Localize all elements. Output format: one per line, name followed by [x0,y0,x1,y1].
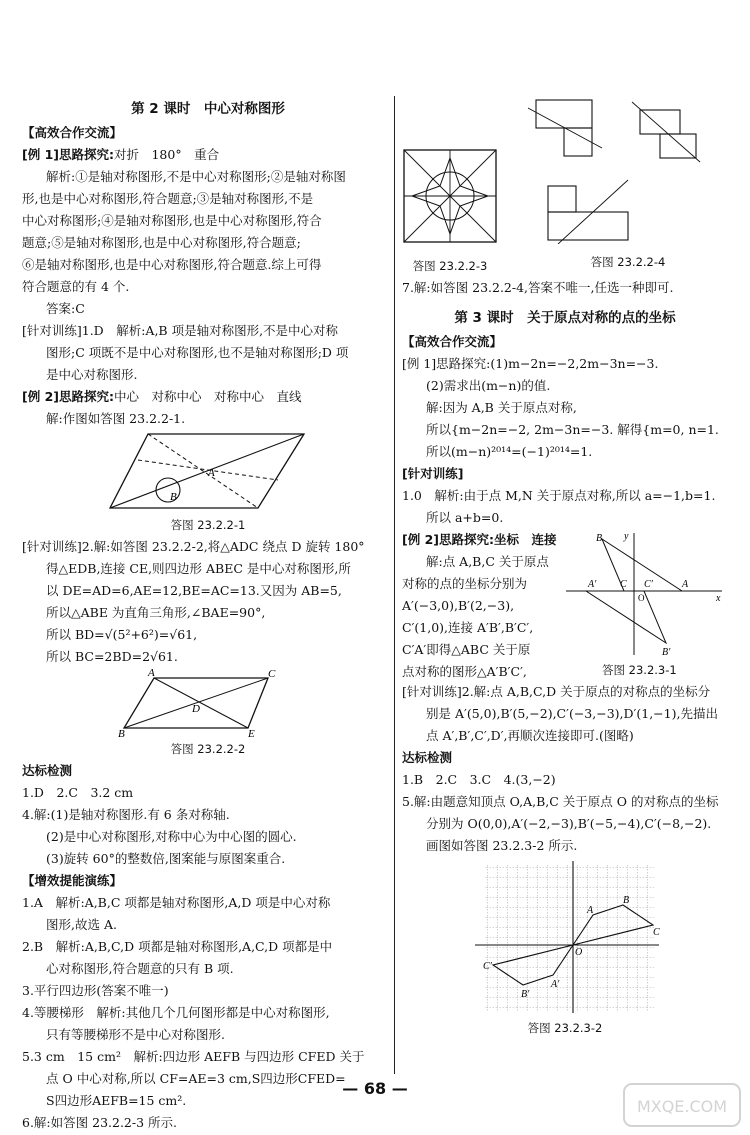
drill2-line: 所以△ABE 为直角三角形,∠BAE=90°, [46,605,266,620]
drill2-line: [针对训练]2.解:如答图 23.2.2-2,将△ADC 绕点 D 旋转 180° [22,539,365,554]
example-1-head: [例 1]思路探究: [22,147,114,162]
svg-text:A: A [587,905,594,916]
exercise-6: 6.解:如答图 23.2.2-3 所示. [22,1115,177,1130]
ex2-line: 对称的点的坐标分别为 [402,576,528,591]
figure-caption: 答图 23.2.3-2 [527,1021,603,1035]
test-5: 分别为 O(0,0),A′(−2,−3),B′(−5,−4),C′(−8,−2). [426,816,712,831]
drill2-line: 所以 BC=2BD=2√61. [46,649,178,664]
drill-1: 1.0 解析:由于点 M,N 关于原点对称,所以 a=−1,b=1. [402,488,716,503]
svg-text:D: D [192,703,200,715]
figure-23-2-2-3 [402,148,498,248]
svg-text:E: E [248,728,255,738]
svg-text:C: C [620,579,627,590]
svg-text:x: x [716,593,721,604]
ex1-line: 所以(m−n)²⁰¹⁴=(−1)²⁰¹⁴=1. [426,444,593,459]
page-number: — 68 — [342,1079,408,1098]
svg-text:O: O [575,947,583,958]
drill1-line: 图形;C 项既不是中心对称图形,也不是轴对称图形;D 项 [46,345,349,360]
svg-text:C′: C′ [644,579,653,590]
example-2-text: 中心 对称中心 对称中心 直线 [113,389,302,404]
svg-text:A′: A′ [588,579,597,590]
exercise-3: 3.平行四边形(答案不唯一) [22,983,169,998]
ex1-line: 符合题意的有 4 个. [22,279,130,294]
svg-text:B′: B′ [521,989,530,1000]
drill-2: 别是 A′(5,0),B′(5,−2),C′(−3,−3),D′(1,−1),先描出 [426,706,718,721]
ex1-line: 解析:①是轴对称图形,不是中心对称图形;②是轴对称图 [46,169,346,184]
ex1-line: 中心对称图形;④是轴对称图形,也是中心对称图形,符合 [22,213,322,228]
drill-2: 点 A′,B′,C′,D′,再顺次连接即可.(图略) [426,728,634,743]
drill1-line: [针对训练]1.D 解析:A,B 项是轴对称图形,不是中心对称 [22,323,339,338]
ex1-line: ⑥是轴对称图形,也是中心对称图形,符合题意.综上可得 [22,257,322,272]
svg-text:B: B [623,895,630,906]
ex1-answer: 答案:C [46,301,85,316]
section-heading: 【增效提能演练】 [22,873,123,888]
ex2-line: 点对称的图形△A′B′C′, [402,664,527,679]
svg-text:C: C [653,927,660,938]
figure-23-2-2-2 [118,668,298,738]
ex1-line: 所以{m−2n=−2, 2m−3n=−3. 解得{m=0, n=1. [426,422,719,437]
exercise-1: 1.A 解析:A,B,C 项都是轴对称图形,A,D 项是中心对称 [22,895,331,910]
test-answers: 1.B 2.C 3.C 4.(3,−2) [402,772,556,787]
ex1-line: 题意;⑤是轴对称图形,也是中心对称图形,符合题意; [22,235,301,250]
example-2-head: [例 2]思路探究: [22,389,114,404]
figure-23-2-2-1 [108,430,308,514]
right-answer-7: 7.解:如答图 23.2.2-4,答案不唯一,任选一种即可. [402,280,674,295]
section-heading: 【高效合作交流】 [402,334,503,349]
test-5: 5.解:由题意知顶点 O,A,B,C 关于原点 O 的对称点的坐标 [402,794,719,809]
example-2-head: [例 2]思路探究:坐标 连接 [402,532,557,547]
exercise-1: 图形,故选 A. [46,917,117,932]
exercise-2: 心对称图形,符合题意的只有 B 项. [46,961,234,976]
ex1-line: [例 1]思路探究:(1)m−2n=−2,2m−3n=−3. [402,356,659,371]
test-4-line: 4.解:(1)是轴对称图形.有 6 条对称轴. [22,807,230,822]
test-4-line: (3)旋转 60°的整数倍,图案能与原图案重合. [46,851,286,866]
figure-caption: 答图 23.2.2-1 [170,518,246,532]
drill-1: 所以 a+b=0. [426,510,504,525]
test-5: 画图如答图 23.2.3-2 所示. [426,838,578,853]
svg-text:B: B [118,728,125,738]
ex1-line: 形,也是中心对称图形,符合题意;③是轴对称图形,不是 [22,191,314,206]
svg-text:C: C [268,668,276,680]
test-4-line: (2)是中心对称图形,对称中心为中心图的圆心. [46,829,297,844]
label-A: A [208,467,215,479]
figure-23-2-3-1 [562,529,728,659]
drill2-line: 以 DE=AD=6,AE=12,BE=AC=13.又因为 AB=5, [46,583,342,598]
svg-text:A: A [148,668,155,679]
exercise-4: 只有等腰梯形不是中心对称图形. [46,1027,225,1042]
figure-caption: 答图 23.2.2-3 [412,259,488,273]
svg-text:y: y [624,531,629,542]
exercise-5: 点 O 中心对称,所以 CF=AE=3 cm,S四边形CFED= [46,1071,346,1086]
drill2-line: 所以 BD=√(5²+6²)=√61, [46,627,198,642]
svg-text:B′: B′ [662,647,671,658]
section-heading: 【高效合作交流】 [22,125,123,140]
ex2-line: A′(−3,0),B′(2,−3), [402,598,515,613]
svg-text:C′: C′ [483,961,492,972]
right-column [402,90,728,1039]
ex2-solution: 解:作图如答图 23.2.2-1. [46,411,186,426]
ex2-line: 解:点 A,B,C 关于原点 [426,554,549,569]
ex1-line: (2)需求出(m−n)的值. [426,378,551,393]
left-column [22,90,394,1134]
drill1-line: 是中心对称图形. [46,367,138,382]
lesson-title-2: 第 2 课时 中心对称图形 [131,101,285,117]
drill-heading: [针对训练] [402,466,464,481]
ex2-line: C′(1,0),连接 A′B′,B′C′, [402,620,534,635]
svg-text:A′: A′ [551,979,560,990]
column-divider [394,96,395,1074]
exercise-2: 2.B 解析:A,B,C,D 项都是轴对称图形,A,C,D 项都是中 [22,939,333,954]
drill-2: [针对训练]2.解:点 A,B,C,D 关于原点的对称点的坐标分 [402,684,711,699]
label-B: B [170,491,177,503]
figure-23-2-3-2 [467,857,663,1017]
figure-23-2-2-4 [528,98,728,244]
section-heading: 达标检测 [402,750,453,765]
section-heading: 达标检测 [22,763,73,778]
figure-caption: 答图 23.2.2-2 [170,742,246,756]
watermark-logo [622,1080,742,1130]
svg-text:MXQE.COM: MXQE.COM [636,1097,728,1116]
figure-caption: 答图 23.2.3-1 [602,663,677,677]
exercise-4: 4.等腰梯形 解析:其他几个几何图形都是中心对称图形, [22,1005,330,1020]
ex2-line: C′A′即得△ABC 关于原 [402,642,531,657]
svg-text:B: B [596,533,603,544]
test-answers: 1.D 2.C 3.2 cm [22,785,134,800]
drill2-line: 得△EDB,连接 CE,则四边形 ABEC 是中心对称图形,所 [46,561,351,576]
example-1-text: 对折 180° 重合 [113,147,220,162]
svg-text:O: O [638,593,645,603]
exercise-5: 5.3 cm 15 cm² 解析:四边形 AEFB 与四边形 CFED 关于 [22,1049,365,1064]
exercise-5: S四边形AEFB=15 cm². [46,1093,187,1108]
lesson-title-3: 第 3 课时 关于原点对称的点的坐标 [454,310,676,326]
ex1-line: 解:因为 A,B 关于原点对称, [426,400,577,415]
figure-caption: 答图 23.2.2-4 [590,255,666,269]
svg-text:A: A [682,579,689,590]
